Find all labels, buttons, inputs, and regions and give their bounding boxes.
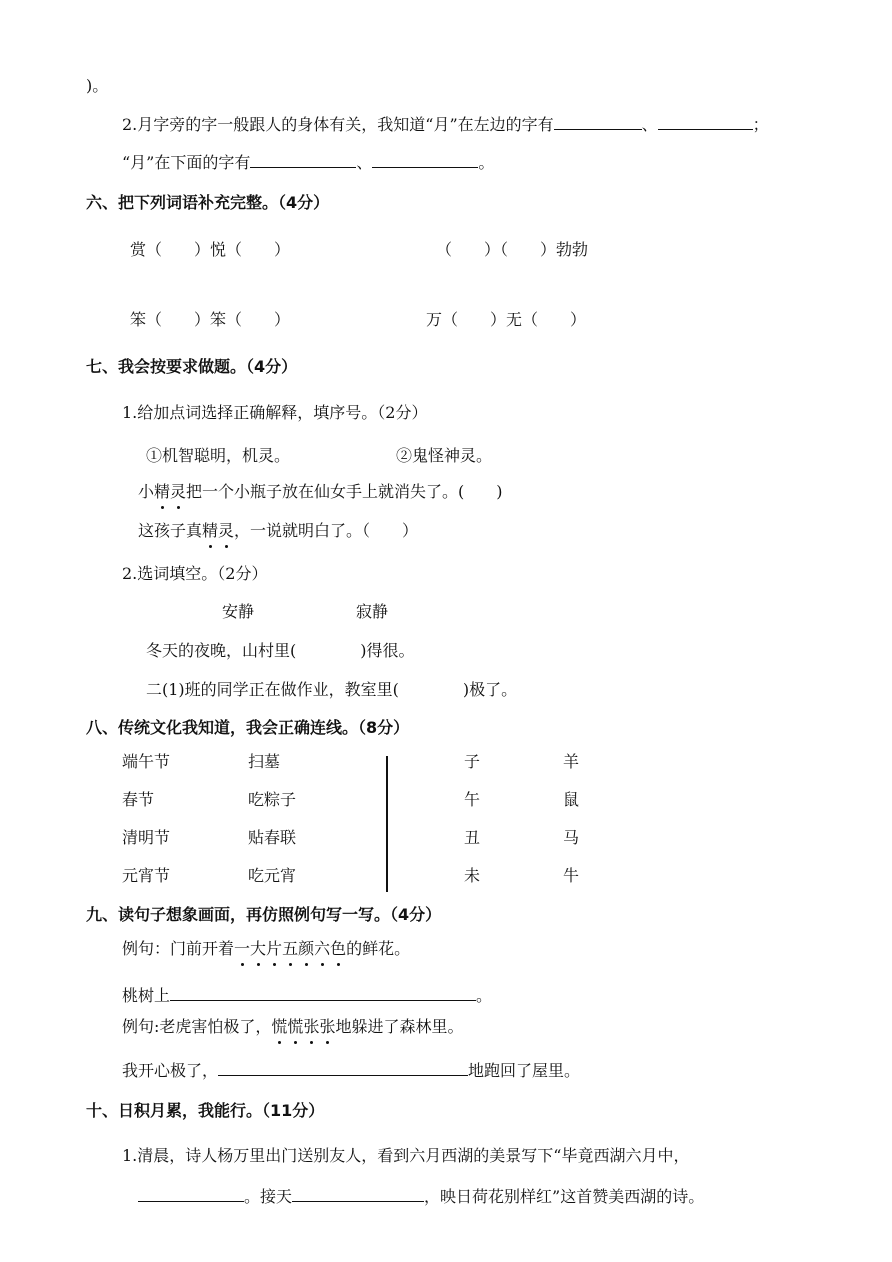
section-6-heading: 六、把下列词语补充完整。（4分） xyxy=(86,193,330,212)
text: 我开心极了， xyxy=(122,1061,219,1080)
answer-blank[interactable] xyxy=(218,1059,468,1076)
dotted-char: 慌 xyxy=(271,1017,288,1036)
text: 地跑回了屋里。 xyxy=(468,1061,581,1080)
dotted-char: 灵 xyxy=(218,521,235,540)
answer-blank[interactable] xyxy=(372,151,478,168)
section-7-heading: 七、我会按要求做题。（4分） xyxy=(86,357,298,376)
text: 。接天 xyxy=(244,1187,293,1206)
festival-item[interactable]: 元宵节 xyxy=(122,866,171,885)
answer-blank[interactable] xyxy=(170,984,476,1001)
example-sentence-1 xyxy=(122,939,410,959)
custom-item[interactable]: 吃粽子 xyxy=(248,790,297,809)
dotted-char: 精 xyxy=(202,521,219,540)
text: ，映日荷花别样红”这首赞美西湖的诗。 xyxy=(424,1187,705,1206)
word-fill-item[interactable]: 赏（ ）悦（ ） xyxy=(130,240,291,259)
q7-1-sentence-2 xyxy=(138,521,418,541)
dotted-char: 片 xyxy=(266,939,283,958)
q10-1-line1: 1.清晨，诗人杨万里出门送别友人，看到六月西湖的美景写下“毕竟西湖六月中， xyxy=(122,1146,690,1165)
q7-2-sentence-2[interactable]: 二(1)班的同学正在做作业，教室里( )极了。 xyxy=(146,680,518,699)
top-fragment: )。 xyxy=(86,76,109,95)
dotted-char: 颜 xyxy=(298,939,315,958)
separator: 、 xyxy=(641,115,658,134)
separator: 、 xyxy=(356,153,373,172)
q7-1-prompt: 1.给加点词选择正确解释，填序号。（2分） xyxy=(122,403,428,422)
q5-2-line1 xyxy=(122,113,769,135)
dotted-char: 一 xyxy=(234,939,251,958)
dotted-char: 灵 xyxy=(170,482,187,501)
zodiac-animal-item[interactable]: 羊 xyxy=(563,752,580,771)
q7-1-sentence-1 xyxy=(138,482,503,502)
festival-item[interactable]: 端午节 xyxy=(122,752,171,771)
custom-item[interactable]: 扫墓 xyxy=(248,752,281,771)
option-1: ①机智聪明，机灵。 xyxy=(146,446,291,465)
zodiac-animal-item[interactable]: 牛 xyxy=(563,866,580,885)
q7-2-sentence-1[interactable]: 冬天的夜晚，山村里( )得很。 xyxy=(146,641,415,660)
zodiac-animal-item[interactable]: 鼠 xyxy=(563,790,580,809)
fill-line-2 xyxy=(122,1059,580,1081)
section-9-heading: 九、读句子想象画面，再仿照例句写一写。（4分） xyxy=(86,905,442,924)
answer-parens[interactable]: 把一个小瓶子放在仙女手上就消失了。( ) xyxy=(186,482,503,501)
text: 例句:老虎害怕极了， xyxy=(122,1017,272,1036)
custom-item[interactable]: 贴春联 xyxy=(248,828,297,847)
earthly-branch-item[interactable]: 丑 xyxy=(464,828,481,847)
earthly-branch-item[interactable]: 午 xyxy=(464,790,481,809)
festival-item[interactable]: 清明节 xyxy=(122,828,171,847)
dotted-char: 精 xyxy=(154,482,171,501)
word-choice-2: 寂静 xyxy=(356,602,389,621)
q5-2-text: 2.月字旁的字一般跟人的身体有关，我知道“月”在左边的字有 xyxy=(122,115,554,134)
separator: ； xyxy=(752,115,769,134)
q5-2-line2 xyxy=(122,151,494,173)
text: 例句：门前开着 xyxy=(122,939,235,958)
zodiac-animal-item[interactable]: 马 xyxy=(563,828,580,847)
answer-blank[interactable] xyxy=(658,113,753,130)
word-fill-item[interactable]: （ ）（ ）勃勃 xyxy=(436,240,589,259)
divider-line xyxy=(386,756,388,892)
section-10-heading: 十、日积月累，我能行。（11分） xyxy=(86,1101,325,1120)
example-sentence-2 xyxy=(122,1017,463,1037)
earthly-branch-item[interactable]: 子 xyxy=(464,752,481,771)
q5-2-text-b: “月”在下面的字有 xyxy=(122,153,251,172)
text: 的鲜花。 xyxy=(346,939,411,958)
dotted-char: 张 xyxy=(303,1017,320,1036)
section-8-heading: 八、传统文化我知道，我会正确连线。（8分） xyxy=(86,718,410,737)
answer-blank[interactable] xyxy=(292,1185,424,1202)
dotted-char: 色 xyxy=(330,939,347,958)
answer-parens[interactable]: ，一说就明白了。（ ） xyxy=(234,521,419,540)
dotted-char: 大 xyxy=(250,939,267,958)
custom-item[interactable]: 吃元宵 xyxy=(248,866,297,885)
text: 地躲进了森林里。 xyxy=(335,1017,464,1036)
festival-item[interactable]: 春节 xyxy=(122,790,155,809)
answer-blank[interactable] xyxy=(250,151,356,168)
separator: 。 xyxy=(478,153,495,172)
word-fill-item[interactable]: 万（ ）无（ ） xyxy=(426,310,587,329)
answer-blank[interactable] xyxy=(554,113,642,130)
text: 这孩子真 xyxy=(138,521,203,540)
fill-line-1 xyxy=(122,984,492,1006)
dotted-char: 六 xyxy=(314,939,331,958)
text: 小 xyxy=(138,482,155,501)
dotted-char: 张 xyxy=(319,1017,336,1036)
q10-1-line2 xyxy=(138,1185,704,1207)
q7-2-prompt: 2.选词填空。（2分） xyxy=(122,564,268,583)
dotted-char: 慌 xyxy=(287,1017,304,1036)
dotted-char: 五 xyxy=(282,939,299,958)
answer-blank[interactable] xyxy=(138,1185,244,1202)
word-choice-1: 安静 xyxy=(222,602,255,621)
option-2: ②鬼怪神灵。 xyxy=(396,446,493,465)
text: 桃树上 xyxy=(122,986,171,1005)
earthly-branch-item[interactable]: 未 xyxy=(464,866,481,885)
text: 。 xyxy=(476,986,493,1005)
word-fill-item[interactable]: 笨（ ）笨（ ） xyxy=(130,310,291,329)
